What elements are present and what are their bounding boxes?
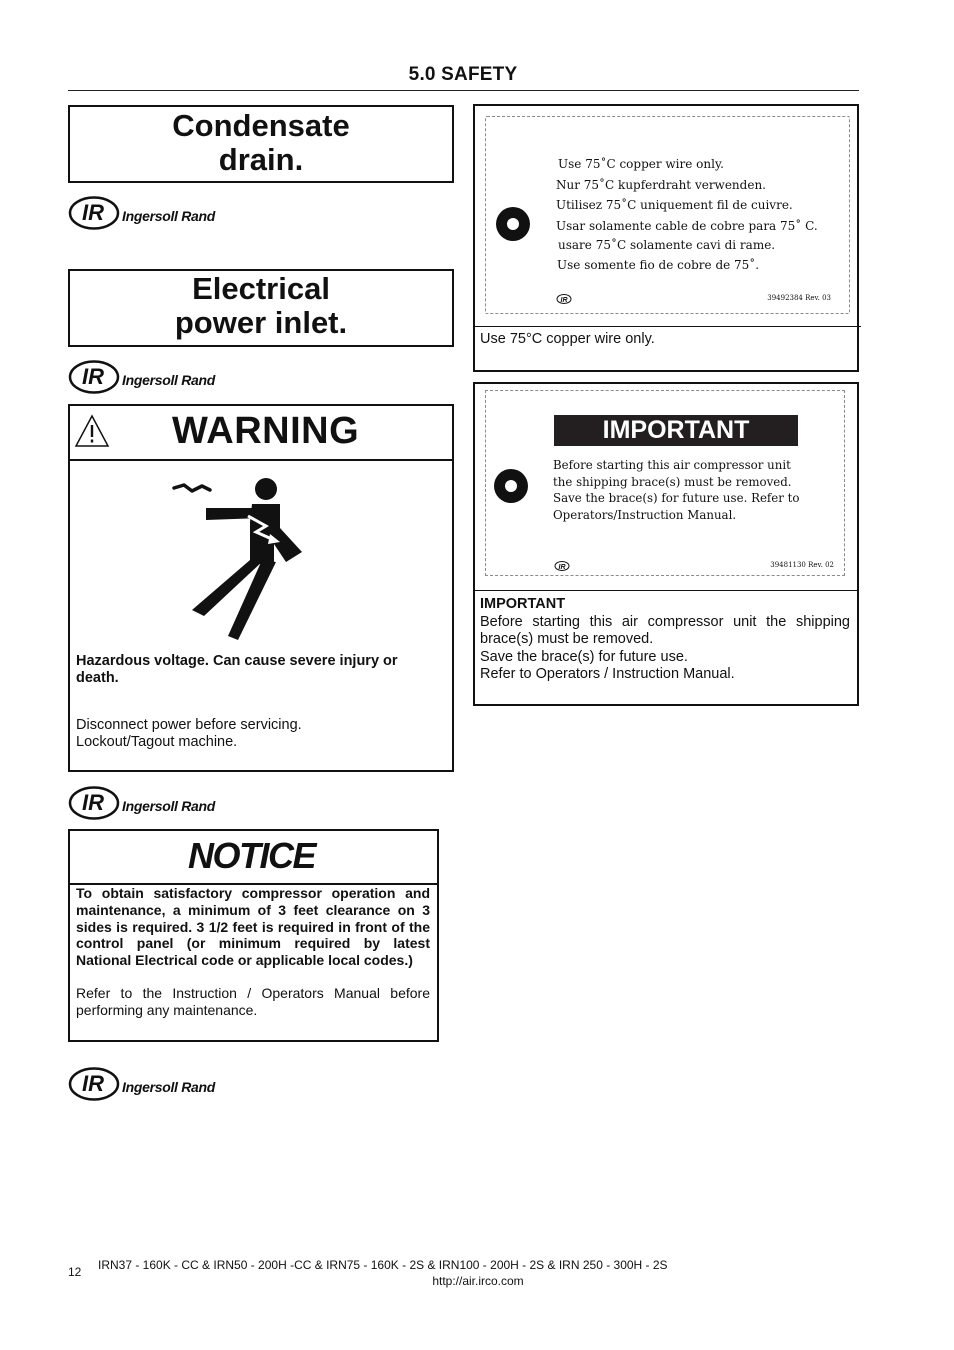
notice-body-text: Refer to the Instruction / Operators Manual before performing any maintenance.: [76, 985, 430, 1018]
ir-emblem-icon: [68, 196, 120, 230]
section-title: 5.0 SAFETY: [408, 64, 518, 85]
important-decal-line1: Before starting this air compressor unit: [553, 458, 791, 472]
warning-header: [70, 406, 452, 461]
decal-line-es: Usar solamente cable de cobre para 75˚ C.: [556, 218, 818, 233]
svg-text:IR: IR: [560, 297, 568, 304]
copper-wire-caption: Use 75°C copper wire only.: [480, 331, 655, 347]
svg-text:IR: IR: [82, 200, 104, 225]
copper-wire-part-number: 39492384 Rev. 03: [767, 294, 831, 302]
warning-title: WARNING: [172, 410, 360, 452]
electrical-power-inlet-decal: [68, 269, 454, 347]
svg-text:IR: IR: [82, 1071, 104, 1096]
ir-emblem-icon: [68, 786, 120, 820]
important-decal-image: [485, 390, 845, 576]
copper-wire-decal-panel: [473, 104, 859, 372]
warning-hazard-text: Hazardous voltage. Can cause severe injury or death.: [76, 653, 398, 686]
condensate-drain-decal: [68, 105, 454, 183]
svg-text:IR: IR: [82, 790, 104, 815]
warning-decal: [68, 404, 454, 772]
decal-line-en: Use 75˚C copper wire only.: [558, 157, 724, 171]
important-decal-line2: the shipping brace(s) must be removed.: [553, 474, 792, 489]
mounting-hole-icon: [494, 469, 528, 503]
electrical-title-line1: Electrical: [192, 271, 330, 306]
mounting-hole-icon: [496, 207, 530, 241]
notice-header: [70, 831, 437, 885]
ingersoll-rand-logo: [68, 196, 215, 230]
notice-title: NOTICE: [188, 835, 316, 876]
ingersoll-rand-wordmark: Ingersoll Rand: [122, 372, 216, 388]
ir-emblem-icon: [68, 360, 120, 394]
notice-bold-text: To obtain satisfactory compressor operation and maintenance, a minimum of 3 feet clearance on 3 sides is required. 3 1/2 feet is required in front of the control panel (or minimum required by latest National Electrical code or applicable local codes.): [76, 885, 430, 969]
ingersoll-rand-wordmark: Ingersoll Rand: [122, 208, 216, 224]
copper-wire-decal-image: [485, 116, 850, 314]
important-part-number: 39481130 Rev. 02: [770, 561, 834, 569]
ingersoll-rand-logo: [68, 1067, 215, 1101]
ingersoll-rand-logo: [68, 360, 215, 394]
decal-line-it: usare 75˚C solamente cavi di rame.: [558, 238, 776, 252]
warning-instruction-line1: Disconnect power before servicing.: [76, 717, 302, 733]
condensate-title-line1: Condensate: [172, 108, 350, 143]
svg-text:IR: IR: [82, 364, 104, 389]
ingersoll-rand-wordmark: Ingersoll Rand: [122, 798, 216, 814]
footer-url: http://air.irco.com: [432, 1274, 524, 1288]
important-decal-line3: Save the brace(s) for future use. Refer to: [553, 491, 800, 505]
important-caption-line3: Refer to Operators / Instruction Manual.: [480, 666, 735, 682]
important-decal-line4: Operators/Instruction Manual.: [553, 507, 737, 522]
notice-decal: [68, 829, 439, 1042]
electrical-title-line2: power inlet.: [174, 305, 348, 340]
decal-line-fr: Utilisez 75˚C uniquement fil de cuivre.: [556, 198, 793, 212]
decal-line-de: Nur 75˚C kupferdraht verwenden.: [556, 177, 766, 192]
ir-emblem-icon: [68, 1067, 120, 1101]
important-banner: IMPORTANT: [554, 415, 798, 446]
important-caption-line2: Save the brace(s) for future use.: [480, 649, 688, 665]
footer-models: IRN37 - 160K - CC & IRN50 - 200H -CC & IRN75 - 160K - 2S & IRN100 - 200H - 2S & IRN 250 - 300H - 2S: [98, 1258, 668, 1272]
warning-triangle-icon: [74, 414, 110, 448]
header-divider: [68, 90, 859, 91]
condensate-title-line2: drain.: [218, 142, 304, 177]
ir-mini-logo-icon: [554, 561, 570, 571]
decal-line-pt: Use somente fio de cobre de 75˚.: [557, 258, 760, 272]
ingersoll-rand-wordmark: Ingersoll Rand: [122, 1079, 216, 1095]
svg-text:IR: IR: [558, 564, 566, 571]
important-caption-line1: Before starting this air compressor unit the shipping brace(s) must be removed.: [480, 614, 850, 647]
warning-instruction-line2: Lockout/Tagout machine.: [76, 734, 238, 750]
important-caption-title: IMPORTANT: [480, 596, 566, 612]
electric-shock-hazard-icon: [170, 470, 330, 640]
ingersoll-rand-logo: [68, 786, 215, 820]
ir-mini-logo-icon: [556, 294, 572, 304]
page-number: 12: [68, 1265, 82, 1279]
copper-wire-caption-rule: [475, 326, 861, 327]
important-decal-panel: [473, 382, 859, 706]
important-caption-rule: [475, 590, 857, 591]
